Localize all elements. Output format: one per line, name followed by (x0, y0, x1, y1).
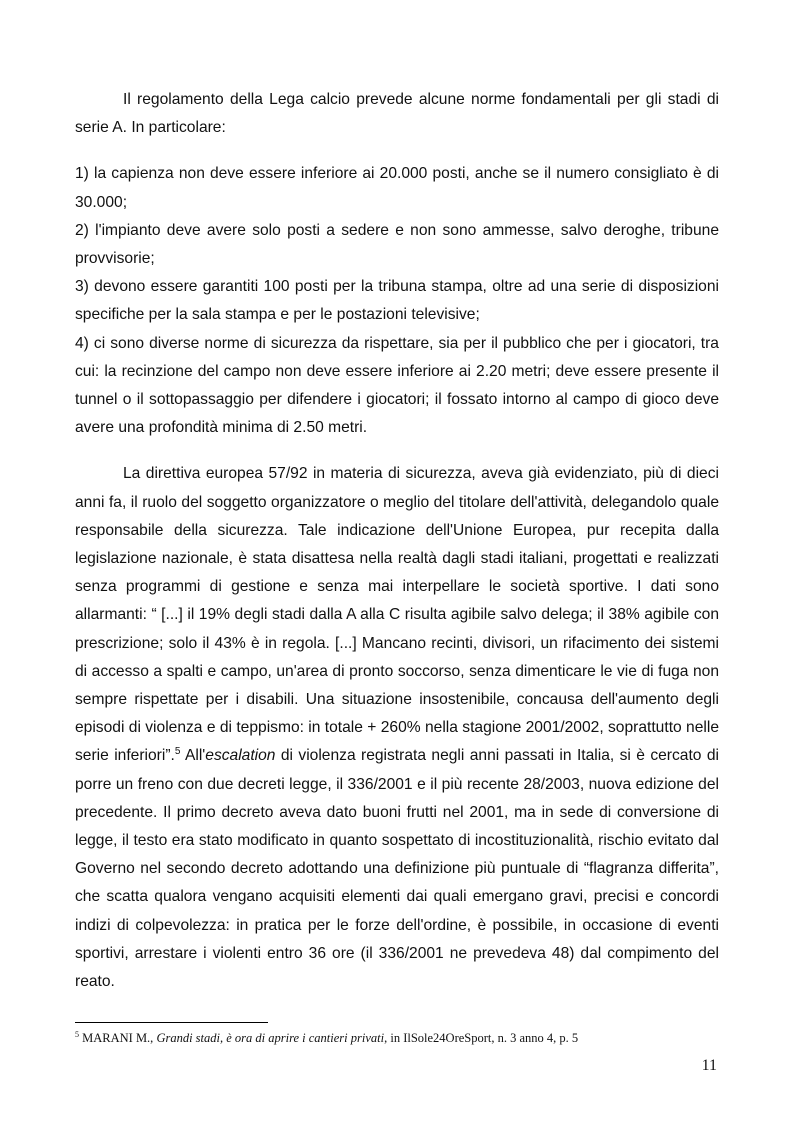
list-item: 2) l'impianto deve avere solo posti a sedere e non sono ammesse, salvo deroghe, tribune provvisorie; (75, 221, 719, 268)
page-number: 11 (701, 1057, 717, 1074)
italic-term: escalation (205, 747, 276, 765)
list-item: 1) la capienza non deve essere inferiore ai 20.000 posti, anche se il numero consigliato è di 30.000; (75, 165, 719, 211)
intro-paragraph: Il regolamento della Lega calcio prevede alcune norme fondamentali per gli stadi di serie A. In particolare: (75, 91, 719, 137)
main-text-part3: di violenza registrata negli anni passati in Italia, si è cercato di porre un freno con due decreti legge, il 336/2001 e il più recente 28/2003, nuova edizione del precedente. Il primo decreto aveva dato buoni frutti nel 2001, ma in sede di conversione di legge, il testo era stato modificato in quanto sospettato di incostituzionalità, rischio evitato dal Governo nel secondo decreto adottando una definizione più puntuale di “flagranza differita”, che scatta qualora vengano acquisiti elementi dai quali emergano gravi, precisi e concordi indizi di colpevolezza: in pratica per le forze dell'ordine, è possibile, in occasione di eventi sportivi, arrestare i violenti entro 36 ore (il 336/2001 ne prevedeva 48) dal compimento del reato. (75, 747, 720, 991)
footnote-reference[interactable]: 5 (174, 746, 181, 758)
page-body (75, 86, 719, 996)
footnote-author: MARANI M., (82, 1031, 157, 1045)
footnote-source: , in IlSole24OreSport, n. 3 anno 4, p. 5 (384, 1031, 579, 1045)
list-item: 3) devono essere garantiti 100 posti per la tribuna stampa, oltre ad una serie di disposizioni specifiche per la sala stampa e per le postazioni televisive; (75, 278, 719, 324)
footnote (75, 1030, 719, 1046)
list-item: 4) ci sono diverse norme di sicurezza da rispettare, sia per il pubblico che per i giocatori, tra cui: la recinzione del campo non deve essere inferiore ai 2.20 metri; deve essere presente il tunnel o il sottopassaggio per difendere i giocatori; il fossato intorno al campo di gioco deve avere una profondità minima di 2.50 metri. (75, 334, 719, 437)
main-text-part1: La direttiva europea 57/92 in materia di sicurezza, aveva già evidenziato, più di dieci anni fa, il ruolo del soggetto organizzatore o meglio del titolare dell'attività, delegandolo quale responsabile della sicurezza. Tale indicazione dell'Unione Europea, pur recepita dalla legislazione nazionale, è stata disattesa nella realtà dagli stadi italiani, progettati e realizzati senza programmi di gestione e senza mai interpellare le società sportive. I dati sono allarmanti: “ [...] il 19% degli stadi dalla A alla C risulta agibile salvo delega; il 38% agibile con prescrizione; solo il 43% è in regola. [...] Mancano recinti, divisori, un rifacimento dei sistemi di accesso a spalti e campo, un'area di pronto soccorso, senza dimenticare le vie di fuga non sempre rispettate per i disabili. Una situazione insostenibile, concausa dell'aumento degli episodi di violenza e di teppismo: in totale + 260% nella stagione 2001/2002, soprattutto nelle serie inferiori”. (75, 465, 719, 765)
footnote-divider (75, 1022, 268, 1023)
footnote-number: 5 (75, 1029, 79, 1039)
main-text-part2: All' (180, 747, 206, 765)
footnote-title: Grandi stadi, è ora di aprire i cantieri privati (156, 1031, 385, 1045)
main-paragraph (75, 460, 719, 996)
